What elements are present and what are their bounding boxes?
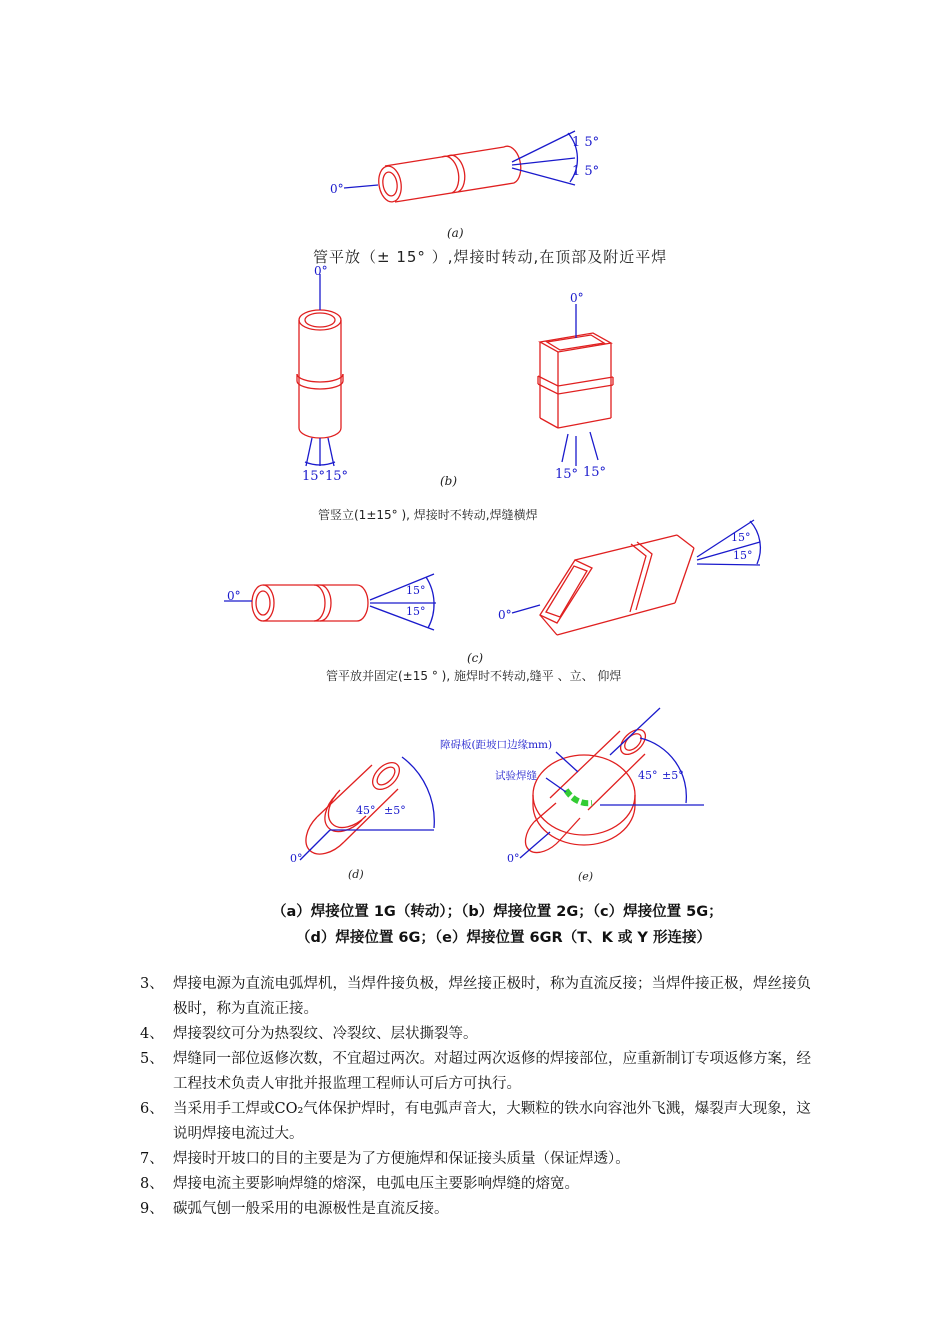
item-number: 6、	[140, 1101, 164, 1117]
figure-e-label: (e)	[578, 870, 594, 883]
item-number: 4、	[140, 1026, 164, 1042]
item-text: 焊缝同一部位返修次数，不宜超过两次。对超过两次返修的焊接部位，应重新制订专项返修方案，经工程技术负责人审批并报监理工程师认可后方可执行。	[173, 1051, 811, 1092]
list-item	[140, 1197, 820, 1222]
figure-c-pipe-up: 15°	[406, 584, 426, 597]
item-number: 7、	[140, 1151, 164, 1167]
figure-a-zero-label: 0°	[330, 182, 344, 196]
figure-e-zero: 0°	[507, 852, 520, 865]
figure-c-box	[512, 520, 760, 635]
figure-c-box-up: 15°	[731, 531, 751, 544]
figure-c-pipe	[224, 574, 436, 630]
item-number: 8、	[140, 1176, 164, 1192]
figure-b-box-left: 15°	[555, 467, 579, 482]
item-number: 3、	[140, 976, 164, 992]
list-item	[140, 972, 820, 1022]
item-text: 焊接裂纹可分为热裂纹、冷裂纹、层状撕裂等。	[173, 1026, 478, 1042]
figure-d-label: (d)	[348, 868, 364, 881]
figure-legend-line-2: （d）焊接位置 6G；（e）焊接位置 6GR（T、K 或 Y 形连接）	[296, 930, 711, 946]
figure-b-box-zero: 0°	[570, 291, 584, 305]
item-text: 碳弧气刨一般采用的电源极性是直流反接。	[173, 1201, 449, 1217]
list-item	[140, 1022, 820, 1047]
figure-b-pipe-left: 15°	[302, 469, 326, 484]
item-text: 焊接电流主要影响焊缝的熔深，电弧电压主要影响焊缝的熔宽。	[173, 1176, 579, 1192]
figure-c-box-zero: 0°	[498, 608, 512, 622]
figure-e-test-weld: 试验焊缝	[495, 770, 537, 782]
figure-a-label: (a)	[447, 226, 464, 240]
item-number: 9、	[140, 1201, 164, 1217]
figure-b-pipe-right: 15°	[325, 469, 349, 484]
list-item	[140, 1147, 820, 1172]
figure-c-box-down: 15°	[733, 549, 753, 562]
figure-d-tol: ±5°	[384, 804, 406, 817]
figure-b-box	[538, 304, 613, 466]
list-item	[140, 1047, 820, 1097]
item-text: 焊接电源为直流电弧焊机，当焊件接负极，焊丝接正极时，称为直流反接；当焊件接正极，焊丝接负极时，称为直流正接。	[173, 976, 811, 1017]
figure-e	[520, 708, 704, 858]
figure-legend-line-1: （a）焊接位置 1G（转动）；（b）焊接位置 2G；（c）焊接位置 5G；	[272, 904, 723, 920]
figure-b-pipe-zero: 0°	[314, 264, 328, 278]
item-number: 5、	[140, 1051, 164, 1067]
list-item	[140, 1172, 820, 1197]
figure-e-angle: 45°	[638, 769, 658, 782]
figure-b-pipe	[297, 274, 343, 466]
figure-a-angle-down: 1 5°	[572, 164, 600, 179]
item-text: 焊接时开坡口的目的主要是为了方便施焊和保证接头质量（保证焊透）。	[173, 1151, 630, 1167]
figure-b-label: (b)	[440, 474, 458, 488]
figure-c-pipe-down: 15°	[406, 605, 426, 618]
figure-d-zero: 0°	[290, 852, 303, 865]
figure-a-angle-up: 1 5°	[572, 135, 600, 150]
figure-a-caption: 管平放（± 15° ）,焊接时转动,在顶部及附近平焊	[313, 248, 668, 266]
list-item	[140, 1097, 820, 1147]
figure-e-restrictor: 障碍板(距坡口边缘mm)	[440, 739, 553, 751]
figure-c-label: (c)	[467, 651, 484, 665]
welding-knowledge-list	[140, 972, 820, 1222]
figure-e-tol: ±5°	[662, 769, 684, 782]
figure-b-box-right: 15°	[583, 465, 607, 480]
figure-c-pipe-zero: 0°	[227, 589, 241, 603]
figure-c-caption: 管平放并固定(±15 ° ), 施焊时不转动,缝平 、立、 仰焊	[326, 669, 622, 683]
item-text: 当采用手工焊或CO₂气体保护焊时，有电弧声音大，大颗粒的铁水向容池外飞溅，爆裂声大现象，这说明焊接电流过大。	[173, 1101, 811, 1142]
figure-b-caption: 管竖立(1±15° ), 焊接时不转动,焊缝横焊	[318, 508, 538, 522]
figure-d-angle: 45°	[356, 804, 376, 817]
figure-a	[344, 131, 577, 203]
